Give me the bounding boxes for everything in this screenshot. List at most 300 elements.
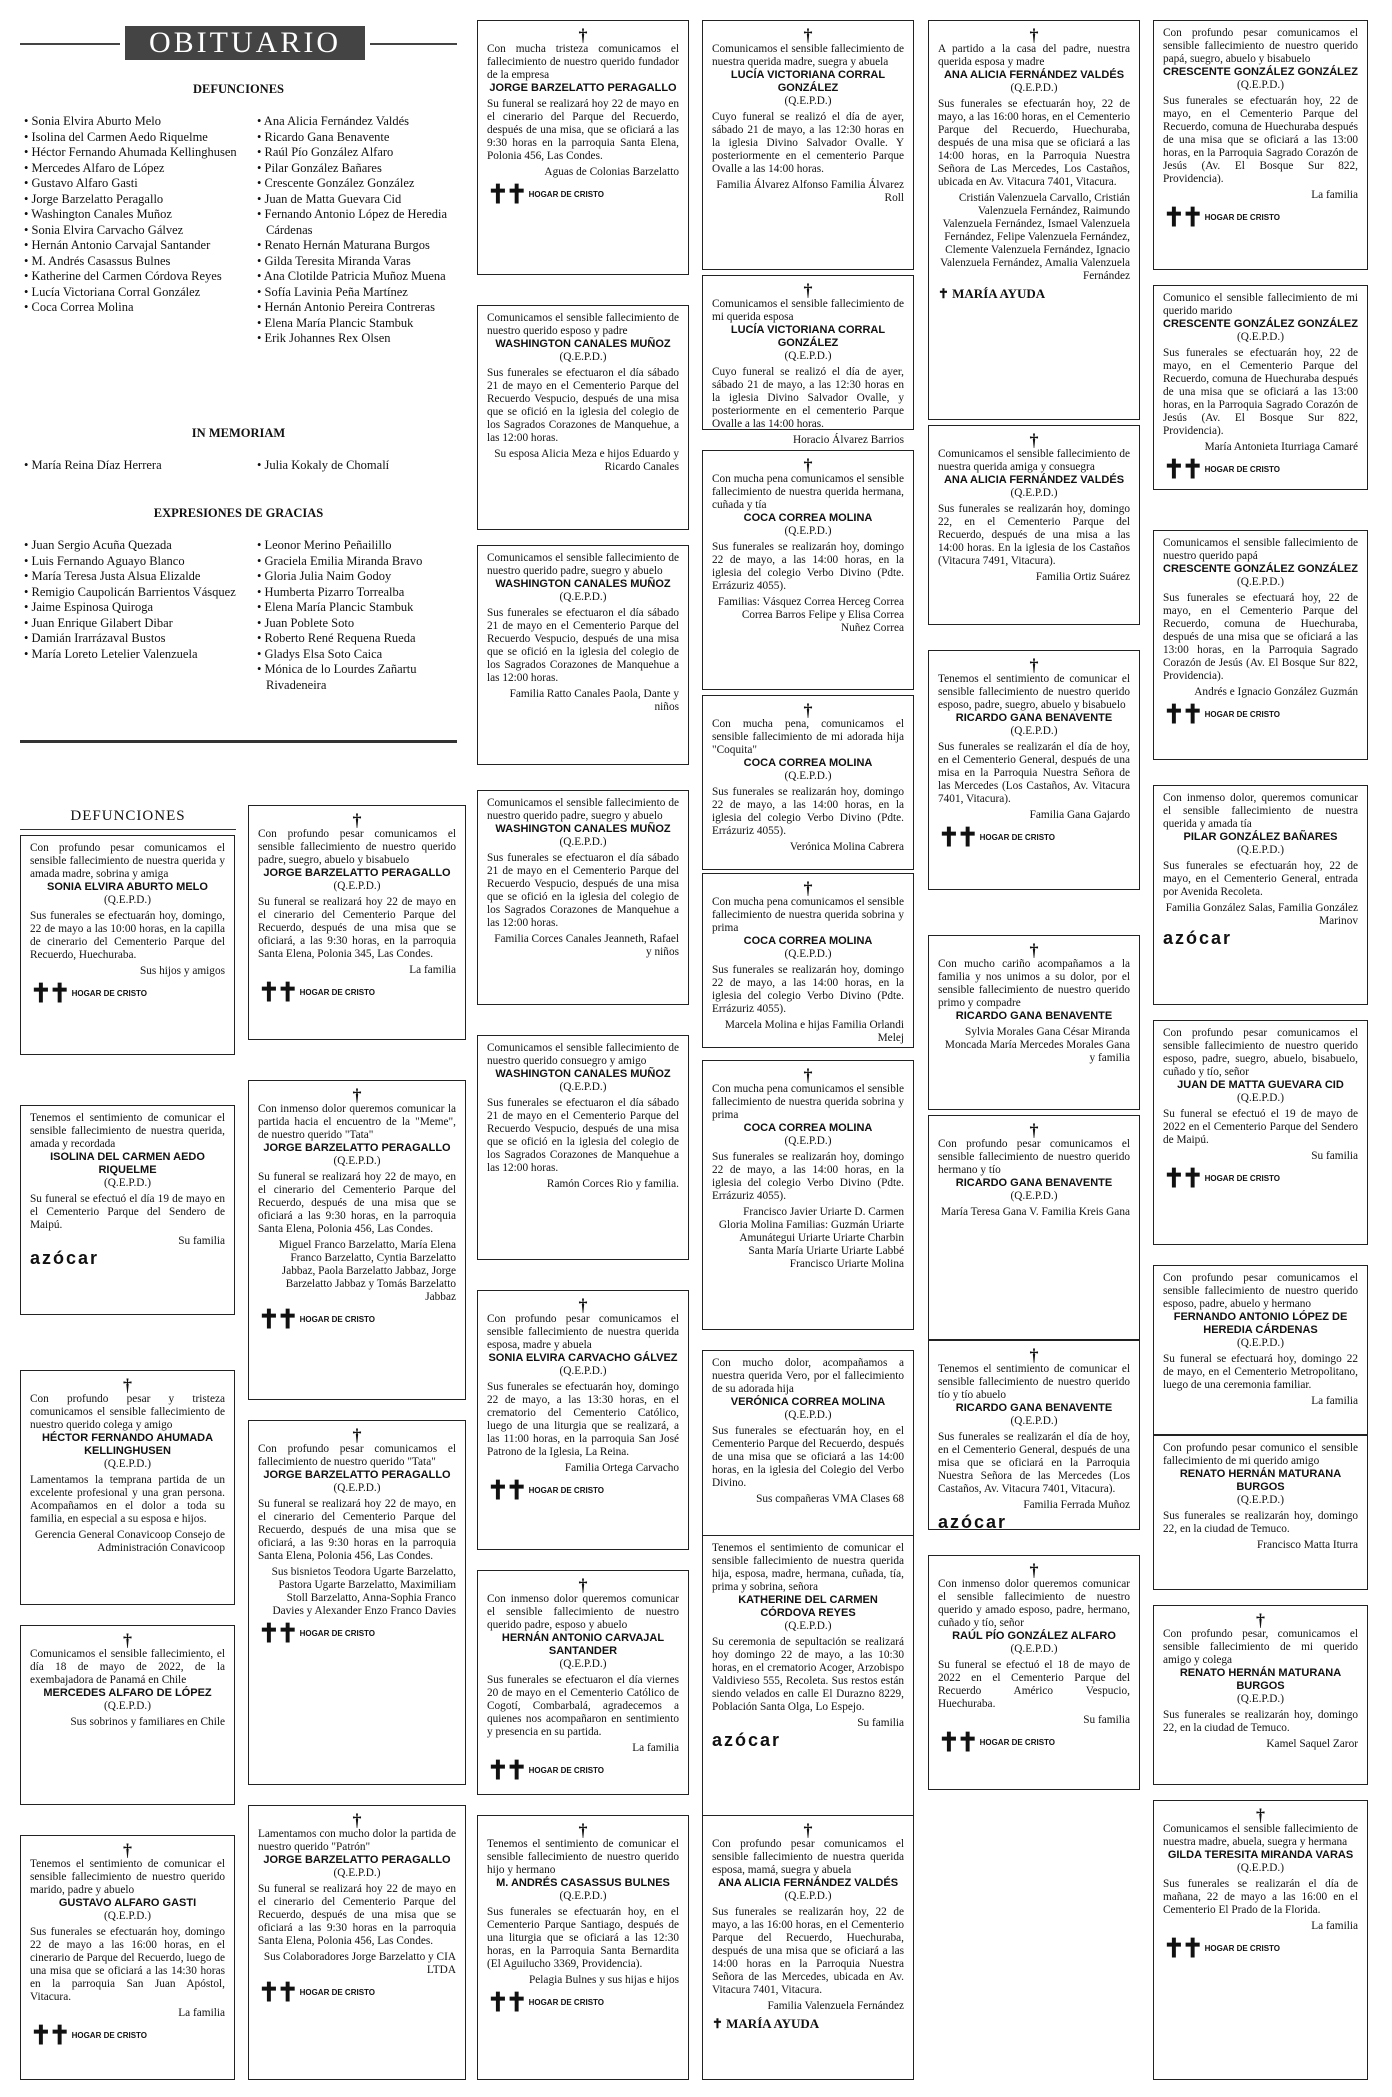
notice-name: COCA CORREA MOLINA [743,1122,873,1134]
notice-body: Su ceremonia de sepultación se realizará hoy domingo 22 de mayo, a las 10:30 horas, en el crematorio Acoger, Arzobispo Valdivieso 555, Recoleta. Sus restos están siendo velados en calle El Durazno 8229, Población Santa Olga, Lo Espejo. [712,1636,904,1713]
obituary-notice [702,1350,914,1545]
obituary-notice [20,1835,235,2080]
notice-name: MERCEDES ALFARO DE LÓPEZ [43,1687,212,1699]
notice-qepd: (Q.E.P.D.) [1236,331,1285,343]
list-item: • María Loreto Letelier Valenzuela [24,646,198,661]
notice-intro: Comunicamos el sensible fallecimiento de nuestra madre, abuela, suegra y hermana [1163,1823,1358,1848]
notice-name: COCA CORREA MOLINA [743,512,873,524]
cross-icon: † [1029,940,1039,960]
logo-text: HOGAR DE CRISTO [979,1737,1055,1747]
notice-intro: Comunicamos el sensible fallecimiento de nuestro querido padre, suegro y abuelo [487,797,679,822]
hogar-cross-icon: ✝✝ [1163,1163,1201,1193]
obituary-notice [477,1815,689,2080]
section-gracias: EXPRESIONES DE GRACIAS [153,506,324,520]
notice-qepd: (Q.E.P.D.) [103,894,152,906]
page-title: OBITUARIO [125,26,365,60]
hogar-cross-icon: ✝✝ [258,1618,296,1648]
hogar-de-cristo-logo [487,1755,679,1785]
notice-qepd: (Q.E.P.D.) [1010,725,1058,737]
notice-qepd: (Q.E.P.D.) [333,880,381,892]
list-item: • Gilda Teresita Miranda Varas [257,253,411,268]
cross-icon: † [578,1295,588,1315]
list-item: • Juan Poblete Soto [257,615,355,630]
logo-text: HOGAR DE CRISTO [528,189,604,199]
hogar-cross-icon: ✝✝ [487,1475,525,1505]
notice-signature: Sus compañeras VMA Clases 68 [756,1493,904,1505]
obituary-notice [702,873,914,1048]
notice-body: Sus funerales se realizarán hoy, 22 de mayo, a las 16:00 horas, en el Cementerio Parque del Recuerdo, Huechuraba, después de una misa que se oficiará a las 14:00 horas en la Parroquia Nuestra Señora de las Mercedes, ubicada en Av. Vitacura 7401, Vitacura. [712,1906,904,1996]
cross-icon: † [123,1375,132,1395]
notice-intro: Con inmenso dolor queremos comunicar el sensible fallecimiento de nuestro querido y amado esposo, padre, hermano, cuñado y tío, señor [938,1578,1130,1629]
notice-intro: Con mucha pena comunicamos el sensible fallecimiento de nuestra querida sobrina y prima [712,1083,904,1121]
notice-intro: Con profundo pesar comunicamos el sensible fallecimiento de nuestra querida y amada madre, sobrina y amiga [30,842,225,880]
notice-signature: Familia Corces Canales Jeanneth, Rafael y niños [494,933,679,958]
obituary-notice [702,1060,914,1330]
obituary-notice [1153,1020,1368,1245]
cross-icon: † [352,1085,362,1105]
notice-name: WASHINGTON CANALES MUÑOZ [495,578,671,590]
notice-intro: A partido a la casa del padre, nuestra querida esposa y madre [938,43,1130,68]
azocar-logo: azócar [30,1248,100,1268]
notice-intro: Tenemos el sentimiento de comunicar el sensible fallecimiento de nuestra querida hija, esposa, madre, hermana, cuñada, tía, prima y sobrina, señora [712,1542,904,1593]
obituary-notice [702,695,914,870]
list-item: • Sonia Elvira Carvacho Gálvez [24,222,184,237]
logo-text: HOGAR DE CRISTO [1204,212,1280,222]
notice-signature: Su familia [857,1717,904,1729]
notice-signature: La familia [178,2007,225,2019]
notice-intro: Comunicamos el sensible fallecimiento de nuestro querido consuegro y amigo [487,1042,679,1067]
obituary-notice [702,1535,914,1835]
notice-qepd: (Q.E.P.D.) [559,1081,607,1093]
list-item: • Raúl Pío González Alfaro [257,145,394,159]
notice-body: Su funeral se realizará hoy 22 de mayo en el cinerario del Parque del Recuerdo, después de una misa, que se oficiará a las 9:30 horas en la parroquia Santa Elena, Polonia 456, Las Condes. [487,98,679,162]
cross-icon: † [578,1575,588,1595]
notice-qepd: (Q.E.P.D.) [559,591,607,603]
obituario-header [20,26,457,64]
notice-signature: Familia Álvarez Alfonso Familia Álvarez Roll [716,179,904,204]
notice-intro: Con profundo pesar comunicamos el sensible fallecimiento de nuestro querido padre, suegro, abuelo y bisabuelo [258,828,456,866]
notice-name: LUCÍA VICTORIANA CORRAL GONZÁLEZ [730,69,886,94]
notice-intro: Con inmenso dolor, queremos comunicar el sensible fallecimiento de nuestra querida y amada tía [1163,792,1358,830]
notice-name: HERNÁN ANTONIO CARVAJAL SANTANDER [501,1632,665,1657]
list-item: • Ana Alicia Fernández Valdés [257,114,410,128]
notice-intro: Con mucha pena comunicamos el sensible fallecimiento de nuestra querida hermana, cuñada y tía [712,473,904,511]
hogar-de-cristo-logo [1163,202,1358,232]
notice-signature: Francisco Javier Uriarte D. Carmen Gloria Molina Familias: Guzmán Uriarte Amunátegui Uriarte Uriarte Charbin Santa María Uriarte Uriarte Labbé Francisco Uriarte Molina [718,1206,904,1270]
hogar-cross-icon: ✝✝ [258,977,296,1007]
notice-qepd: (Q.E.P.D.) [1236,1862,1285,1874]
notice-signature: María Teresa Gana V. Familia Kreis Gana [940,1206,1130,1218]
notice-body: Cuyo funeral se realizó el día de ayer, sábado 21 de mayo, a las 12:30 horas en la iglesia Divino Salvador Ovalle. Y posteriormente en el cementerio Parque Ovalle a las 14:00 horas. [712,111,904,175]
notice-qepd: (Q.E.P.D.) [784,95,832,107]
notice-intro: Con mucho cariño acompañamos a la familia y nos unimos a su dolor, por el sensible fallecimiento de nuestro querido primo y compadre [938,958,1130,1009]
notice-name: RAÚL PÍO GONZÁLEZ ALFARO [952,1630,1116,1642]
notice-qepd: (Q.E.P.D.) [333,1482,381,1494]
list-item: • Luis Fernando Aguayo Blanco [24,553,185,568]
notice-name: SONIA ELVIRA ABURTO MELO [47,881,208,893]
obituary-notice [477,790,689,1005]
hogar-de-cristo-logo [1163,1933,1358,1963]
notice-name: JUAN DE MATTA GUEVARA CID [1177,1079,1344,1091]
notice-signature: Su familia [1083,1714,1130,1726]
obituary-notice [477,545,689,765]
notice-name: M. ANDRÉS CASASSUS BULNES [496,1877,670,1889]
notice-body: Sus funerales se efectuarán hoy, en el Cementerio Parque del Recuerdo, después de una misa que se oficiará a las 14:00 horas, en la iglesia del Colegio del Verbo Divino. [712,1425,904,1489]
obituary-notice [20,1625,235,1805]
cross-icon: † [803,700,813,720]
notice-intro: Con profundo pesar comunico el sensible fallecimiento de mi querido amigo [1163,1442,1358,1467]
hogar-de-cristo-logo [487,1475,679,1505]
title-rule-right [370,43,457,45]
obituary-notice [477,1035,689,1260]
notice-intro: Con profundo pesar comunicamos el sensible fallecimiento de nuestro querido hermano y tío [938,1138,1130,1176]
obituary-notice [248,1080,466,1400]
list-item: • Graciela Emilia Miranda Bravo [257,553,423,568]
notice-signature: Sus Colaboradores Jorge Barzelatto y CIA LTDA [263,1951,456,1976]
hogar-cross-icon: ✝✝ [487,1987,525,2017]
notice-signature: Familias: Vásquez Correa Herceg Correa Correa Barros Felipe y Elisa Correa Nuñez Correa [717,596,904,634]
obituary-notice [477,1290,689,1550]
list-item: • Elena María Plancic Stambuk [257,600,414,614]
notice-signature: Verónica Molina Cabrera [789,841,904,853]
cross-icon: † [803,878,813,898]
logo-text: HOGAR DE CRISTO [71,2030,147,2040]
obituary-notice [928,1555,1140,1790]
notice-intro: Comunicamos el sensible fallecimiento, el día 18 de mayo de 2022, de la exembajadora de Panamá en Chile [30,1648,225,1686]
notice-body: Sus funerales se efectuarán hoy, 22 de mayo, en el Cementerio Parque del Recuerdo, comuna de Huechuraba después de una misa que se oficiará a las 13:00 horas, en la Parroquia Sagrado Corazón de Jesús (Av. El Bosque Sur 822, Providencia). [1163,95,1358,185]
notice-qepd: (Q.E.P.D.) [784,948,832,960]
notice-qepd: (Q.E.P.D.) [559,1658,607,1670]
notice-body: Sus funerales se realizarán el día de hoy, en el Cementerio General, después de una misa en la Parroquia Nuestra Señora de las Mercedes (Los Castaños, Av. Vitacura 7401, Vitacura). [938,741,1130,805]
hogar-de-cristo-logo [938,1727,1130,1757]
azocar-logo: azócar [938,1512,1008,1532]
notice-body: Sus funerales se realizarán el día de hoy, en el Cementerio General, después de una misa que se oficiará en la Parroquia Nuestra Señora de las Mercedes (Los Castaños, Av. Vitacura 7401, Vitacura). [938,1431,1130,1495]
cross-icon: † [1256,1610,1265,1630]
list-item: • Gladys Elsa Soto Caica [257,646,383,661]
notice-body: Sus funerales se efectuaron el día sábado 21 de mayo en el Cementerio Parque del Recuerdo Vespucio, después de una misa que se ofició en la iglesia del colegio de los Sagrados Corazones de Manquehue a las 12:00 horas. [487,852,679,929]
notice-signature: Marcela Molina e hijas Familia Orlandi Melej [724,1019,904,1044]
gra-list-left [24,538,239,662]
def-list-right [257,114,457,347]
notice-body: Sus funerales se efectuarán hoy, 22 de mayo, en el Cementerio Parque del Recuerdo, comuna de Huechuraba después de una misa que se oficiará a las 13:00 horas, en la Parroquia Sagrado Corazón de Jesús (Av. El Bosque Sur 822, Providencia). [1163,347,1358,437]
obituary-notice [20,1105,235,1315]
notice-intro: Con inmenso dolor queremos comunicar el sensible fallecimiento de nuestro querido padre, esposo y abuelo [487,1593,679,1631]
notice-qepd: (Q.E.P.D.) [784,770,832,782]
notice-qepd: (Q.E.P.D.) [1236,79,1285,91]
notice-intro: Con profundo pesar comunicamos el sensible fallecimiento de nuestro querido esposo, padre, suegro, abuelo, bisabuelo, cuñado y tío, señor [1163,1027,1358,1078]
hogar-cross-icon: ✝✝ [258,1977,296,2007]
notice-intro: Comunico el sensible fallecimiento de mi querido marido [1163,292,1358,317]
logo-text: HOGAR DE CRISTO [299,1628,375,1638]
notice-intro: Comunicamos el sensible fallecimiento de nuestro querido esposo y padre [487,312,679,337]
list-item: • Damián Irarrázaval Bustos [24,631,166,645]
cross-icon: † [352,810,362,830]
notice-qepd: (Q.E.P.D.) [784,1409,832,1421]
notice-intro: Comunicamos el sensible fallecimiento de nuestra querida amiga y consuegra [938,448,1130,473]
notice-body: Sus funerales se realizarán hoy, domingo 22 de mayo, a las 14:00 horas, en la iglesia del colegio Verbo Divino (Pdte. Errázuriz 4055). [712,786,904,837]
obituary-notice [928,1340,1140,1530]
notice-name: FERNANDO ANTONIO LÓPEZ DE HEREDIA CÁRDENAS [1173,1311,1348,1336]
cross-icon: † [578,1820,588,1840]
obituary-notice [702,1815,914,2080]
notice-intro: Comunicamos el sensible fallecimiento de nuestra querida madre, suegra y abuela [712,43,904,68]
list-item: • Renato Hernán Maturana Burgos [257,238,430,252]
logo-text: HOGAR DE CRISTO [1204,1173,1280,1183]
hogar-de-cristo-logo [258,977,456,1007]
title-rule-left [20,43,120,45]
notice-name: WASHINGTON CANALES MUÑOZ [495,1068,671,1080]
notice-body: Sus funerales se realizarán hoy, domingo 22 de mayo, a las 14:00 horas, en la iglesia del colegio Verbo Divino (Pdte. Errázuriz 4055). [712,1151,904,1202]
obituary-notice [1153,20,1368,270]
notice-name: GUSTAVO ALFARO GASTI [58,1897,197,1909]
notice-name: WASHINGTON CANALES MUÑOZ [495,338,671,350]
notice-name: ISOLINA DEL CARMEN AEDO RIQUELME [50,1151,205,1176]
list-item: • Ricardo Gana Benavente [257,129,390,144]
list-item: • Héctor Fernando Ahumada Kellinghusen [24,145,237,159]
notice-qepd: (Q.E.P.D.) [1236,1693,1285,1705]
logo-text: HOGAR DE CRISTO [71,988,147,998]
notice-qepd: (Q.E.P.D.) [559,836,607,848]
notice-signature: Gerencia General Conavicoop Consejo de Administración Conavicoop [34,1529,225,1554]
hogar-cross-icon: ✝✝ [258,1304,296,1334]
hogar-cross-icon: ✝✝ [938,1727,976,1757]
logo-text: HOGAR DE CRISTO [1204,464,1280,474]
list-item: • Gustavo Alfaro Gasti [24,176,138,190]
notice-body: Sus funerales se realizarán hoy, domingo 22, en la ciudad de Temuco. [1163,1709,1358,1734]
obituary-notice [1153,1800,1368,2080]
notice-body: Su funeral se efectuará hoy, domingo 22 de mayo, en el Cementerio Metropolitano, luego de una ceremonia familiar. [1163,1353,1358,1391]
section-in-memoriam: IN MEMORIAM [191,426,286,440]
list-item: • M. Andrés Casassus Bulnes [24,253,171,268]
notice-qepd: (Q.E.P.D.) [103,1177,152,1189]
notice-name: WASHINGTON CANALES MUÑOZ [495,823,671,835]
obituary-notice [477,1570,689,1795]
notice-body: Sus funerales se efectuarán hoy, 22 de mayo, a las 16:00 horas, en el Cementerio Parque del Recuerdo, Huechuraba, después de una misa que se oficiará a las 14:00 horas, en la Parroquia Nuestra Señora de Las Mercedes, Los Castaños, ubicada en Av. Vitacura 7401, Vitacura. [938,98,1130,188]
notice-intro: Con profundo pesar comunicamos el sensible fallecimiento de nuestro querido esposo, padre, abuelo y hermano [1163,1272,1358,1310]
notice-name: GILDA TERESITA MIRANDA VARAS [1167,1849,1354,1861]
cross-icon: † [123,1840,132,1860]
notice-intro: Tenemos el sentimiento de comunicar el sensible fallecimiento de nuestro querido esposo, padre, suegro, abuelo y bisabuelo [938,673,1130,711]
gra-list-right [257,538,457,693]
notice-body: Su funeral se efectuó el 18 de mayo de 2022 en el Cementerio Parque del Recuerdo Américo Vespucio, Huechuraba. [938,1659,1130,1710]
obituary-notice [1153,285,1368,490]
notice-body: Sus funerales se realizarán hoy, domingo 22, en el Cementerio Parque del Recuerdo, después de una misa a las 14:00 horas. En la iglesia de los Castaños (Vitacura 7491, Vitacura). [938,503,1130,567]
logo-text: HOGAR DE CRISTO [1204,1943,1280,1953]
notice-name: LUCÍA VICTORIANA CORRAL GONZÁLEZ [730,324,886,349]
list-item: • Fernando Antonio López de Heredia Cárdenas [257,207,448,237]
notice-qepd: (Q.E.P.D.) [1236,1092,1285,1104]
hogar-de-cristo-logo [487,179,679,209]
azocar-logo: azócar [1163,928,1233,948]
list-item: • Mónica de lo Lourdes Zañartu Rivadeneira [257,662,417,692]
list-item: • Crescente González González [257,176,415,190]
notice-name: JORGE BARZELATTO PERAGALLO [263,1469,451,1481]
notice-name: ANA ALICIA FERNÁNDEZ VALDÉS [943,474,1125,486]
list-item: • Julia Kokaly de Chomalí [257,458,390,472]
hogar-cross-icon: ✝✝ [30,2020,68,2050]
notice-body: Su funeral se efectuó el 19 de mayo de 2022 en el Cementerio Parque del Sendero de Maipú. [1163,1108,1358,1146]
cross-icon: † [803,1065,813,1085]
mem-list-right [257,458,457,474]
cross-icon: † [1029,1120,1039,1140]
notice-name: JORGE BARZELATTO PERAGALLO [489,82,677,94]
notice-name: VERÓNICA CORREA MOLINA [730,1396,886,1408]
notice-qepd: (Q.E.P.D.) [1236,576,1285,588]
notice-name: JORGE BARZELATTO PERAGALLO [263,1142,451,1154]
obituary-notice [477,20,689,275]
notice-intro: Con inmenso dolor queremos comunicar la partida hacia el encuentro de la "Meme", de nuestro querido "Tata" [258,1103,456,1141]
cross-icon: † [1029,1345,1039,1365]
list-item: • Jorge Barzelatto Peragallo [24,191,164,206]
hogar-cross-icon: ✝✝ [1163,454,1201,484]
obituary-notice [702,20,914,270]
cross-icon: † [803,25,813,45]
notice-body: Su funeral se realizará hoy 22 de mayo en el cinerario del Cementerio Parque del Recuerdo, después de una misa que se oficiará, a las 9:30 horas, en la parroquia Santa Elena, Polonia 345, Las Condes. [258,896,456,960]
notice-name: CRESCENTE GONZÁLEZ GONZÁLEZ [1163,66,1358,78]
cross-icon: † [352,1425,362,1445]
notice-qepd: (Q.E.P.D.) [333,1867,381,1879]
notice-qepd: (Q.E.P.D.) [559,1365,607,1377]
obituary-notice [928,1115,1140,1340]
cross-icon: † [803,280,813,300]
notice-qepd: (Q.E.P.D.) [1010,487,1058,499]
notice-name: CRESCENTE GONZÁLEZ GONZÁLEZ [1163,318,1358,330]
notice-intro: Con profundo pesar comunicamos el sensible fallecimiento de nuestra querida esposa, mamá, suegra y abuela [712,1838,904,1876]
notice-name: RICARDO GANA BENAVENTE [955,1402,1113,1414]
notice-signature: Miguel Franco Barzelatto, María Elena Franco Barzelatto, Cyntia Barzelatto Jabbaz, Paola Barzelatto Jabbaz, Jorge Barzelatto Jabbaz y Tomás Barzelatto Jabbaz [278,1239,456,1303]
hogar-cross-icon: ✝✝ [1163,1933,1201,1963]
hogar-de-cristo-logo [30,978,225,1008]
obituary-notice [928,650,1140,890]
notice-signature: María Antonieta Iturriaga Camaré [1204,441,1358,453]
list-item: • Coca Correa Molina [24,300,134,314]
notice-name: HÉCTOR FERNANDO AHUMADA KELLINGHUSEN [41,1432,214,1457]
notice-intro: Tenemos el sentimiento de comunicar el sensible fallecimiento de nuestro querido tío y tío abuelo [938,1363,1130,1401]
notice-intro: Comunicamos el sensible fallecimiento de mi querida esposa [712,298,904,323]
notice-signature: Familia Ferrada Muñoz [1023,1499,1130,1511]
list-item: • Juan Sergio Acuña Quezada [24,538,172,552]
list-item: • Remigio Caupolicán Barrientos Vásquez [24,584,236,599]
notice-signature: La familia [1311,189,1358,201]
notice-intro: Comunicamos el sensible fallecimiento de nuestro querido papá [1163,537,1358,562]
obituary-notice [702,450,914,690]
list-item: • Hernán Antonio Pereira Contreras [257,300,435,314]
notice-signature: Su esposa Alicia Meza e hijos Eduardo y Ricardo Canales [494,448,679,473]
notice-name: JORGE BARZELATTO PERAGALLO [263,867,451,879]
hogar-cross-icon: ✝✝ [30,978,68,1008]
notice-name: SONIA ELVIRA CARVACHO GÁLVEZ [488,1352,678,1364]
notice-body: Su funeral se realizará hoy 22 de mayo, en el cinerario del Cementerio Parque del Recuerdo, después de una misa que se oficiará a las 9:30 horas, en la parroquia Santa Elena, Polonia 456, Las Condes. [258,1171,456,1235]
notice-intro: Con mucho dolor, acompañamos a nuestra querida Vero, por el fallecimiento de su adorada hija [712,1357,904,1395]
notice-signature: Sus bisnietos Teodora Ugarte Barzelatto, Pastora Ugarte Barzelatto, Maximiliam Stoll Barzelatto, Anna-Sophia Franco Davies y Alexander Enzo Franco Davies [271,1566,456,1617]
obituary-notice [1153,1435,1368,1590]
hogar-cross-icon: ✝✝ [487,1755,525,1785]
notice-body: Sus funerales se efectuaron el día viernes 20 de mayo en el Cementerio Católico de Cogotí, Combarbalá, agradecemos a quienes nos acompañaron en sentimiento y presencia en su partida. [487,1674,679,1738]
notice-qepd: (Q.E.P.D.) [559,351,607,363]
notice-name: COCA CORREA MOLINA [743,757,873,769]
notice-signature: Andrés e Ignacio González Guzmán [1194,686,1358,698]
list-item: • Jaime Espinosa Quiroga [24,600,154,614]
azocar-logo: azócar [712,1730,782,1750]
notice-name: KATHERINE DEL CARMEN CÓRDOVA REYES [738,1594,878,1619]
hogar-de-cristo-logo [1163,699,1358,729]
notice-intro: Con mucha pena, comunicamos el sensible fallecimiento de mi adorada hija "Coquita" [712,718,904,756]
cross-icon: † [803,1820,813,1840]
cross-icon: † [1029,25,1039,45]
notice-signature: Familia Ortega Carvacho [564,1462,679,1474]
notice-name: ANA ALICIA FERNÁNDEZ VALDÉS [717,1877,899,1889]
notice-intro: Tenemos el sentimiento de comunicar el sensible fallecimiento de nuestro querido hijo y hermano [487,1838,679,1876]
notice-body: Sus funerales se efectuará hoy, 22 de mayo, en el Cementerio Parque del Recuerdo, comuna de Huechuraba, después de una misa que se oficiará a las 13:00 horas, en la Parroquia Sagrado Corazón de Jesús (Av. El Bosque Sur 822, Providencia). [1163,592,1358,682]
notice-signature: Kamel Saquel Zaror [1266,1738,1358,1750]
notice-signature: Familia González Salas, Familia González Marinov [1165,902,1358,927]
hogar-de-cristo-logo [258,1618,456,1648]
obituary-notice [248,805,466,1040]
notice-qepd: (Q.E.P.D.) [784,1890,832,1902]
notice-signature: Sus hijos y amigos [139,965,225,977]
hogar-de-cristo-logo [1163,454,1358,484]
list-item: • Isolina del Carmen Aedo Riquelme [24,129,208,144]
notice-intro: Con mucha pena comunicamos el sensible fallecimiento de nuestra querida sobrina y prima [712,896,904,934]
list-item: • Sofía Lavinia Peña Martínez [257,284,408,299]
logo-text: HOGAR DE CRISTO [528,1485,604,1495]
notice-body: Su funeral se realizará hoy 22 de mayo, en el cinerario del Cementerio Parque del Recuerdo, después de una misa que se oficiará, a las 9:30 horas en la parroquia Santa Elena, Polonia 456, Las Condes. [258,1498,456,1562]
logo-text: HOGAR DE CRISTO [1204,709,1280,719]
notice-name: JORGE BARZELATTO PERAGALLO [263,1854,451,1866]
list-item: • Juan Enrique Gilabert Dibar [24,615,173,630]
notice-intro: Lamentamos con mucho dolor la partida de nuestro querido "Patrón" [258,1828,456,1853]
notice-qepd: (Q.E.P.D.) [1236,1494,1285,1506]
notice-signature: Familia Valenzuela Fernández [767,2000,904,2012]
notice-qepd: (Q.E.P.D.) [103,1458,152,1470]
notice-name: COCA CORREA MOLINA [743,935,873,947]
hogar-de-cristo-logo [1163,1163,1358,1193]
notice-signature: Francisco Matta Iturra [1256,1539,1358,1551]
list-item: • Washington Canales Muñoz [24,207,172,221]
logo-text: HOGAR DE CRISTO [528,1765,604,1775]
notice-body: Sus funerales se realizarán hoy, domingo 22, en la ciudad de Temuco. [1163,1510,1358,1535]
hogar-cross-icon: ✝✝ [487,179,525,209]
cross-icon: † [123,1630,132,1650]
notice-body: Lamentamos la temprana partida de un excelente profesional y una gran persona. Acompañamos en el dolor a toda su familia, en especial a su esposa e hijos. [30,1474,225,1525]
mem-list-left [24,458,239,474]
notice-intro: Con profundo pesar comunicamos el sensible fallecimiento de nuestra querida esposa, madre y abuela [487,1313,679,1351]
notice-qepd: (Q.E.P.D.) [333,1155,381,1167]
notice-signature: La familia [409,964,456,976]
maria-ayuda-logo: ✝ MARÍA AYUDA [712,2016,820,2031]
hogar-cross-icon: ✝✝ [1163,202,1201,232]
logo-text: HOGAR DE CRISTO [299,1314,375,1324]
notice-signature: Su familia [1311,1150,1358,1162]
notice-signature: Familia Gana Gajardo [1029,809,1130,821]
obituary-notice [1153,530,1368,760]
list-item: • Lucía Victoriana Corral González [24,284,201,299]
obituary-notice [928,425,1140,625]
obituary-notice [20,1370,235,1605]
hogar-de-cristo-logo [258,1977,456,2007]
notice-signature: Familia Ortiz Suárez [1035,571,1130,583]
notice-body: Sus funerales se efectuaron el día sábado 21 de mayo en el Cementerio Parque del Recuerdo Vespucio, después de una misa que se ofició en la iglesia del colegio de los Sagrados Corazones de Manquehue, a las 12:00 horas. [487,367,679,444]
notice-body: Sus funerales se efectuaron el día sábado 21 de mayo en el Cementerio Parque del Recuerdo Vespucio, después de una misa que se ofició en la iglesia del colegio de los Sagrados Corazones de Manquehue a las 12:00 horas. [487,1097,679,1174]
section-defunciones-2: DEFUNCIONES [20,808,236,830]
notice-qepd: (Q.E.P.D.) [559,1890,607,1902]
notice-name: PILAR GONZÁLEZ BAÑARES [1183,831,1338,843]
notice-body: Su funeral se realizará hoy 22 de mayo en el cinerario del Cementerio Parque del Recuerdo, después de una misa que se oficiará a las 9:30 horas en la parroquia Santa Elena, Polonia 456, Las Condes. [258,1883,456,1947]
obituary-notice [928,20,1140,420]
notice-qepd: (Q.E.P.D.) [103,1910,152,1922]
list-item: • Leonor Merino Peñailillo [257,538,392,552]
cross-icon: † [1029,430,1039,450]
